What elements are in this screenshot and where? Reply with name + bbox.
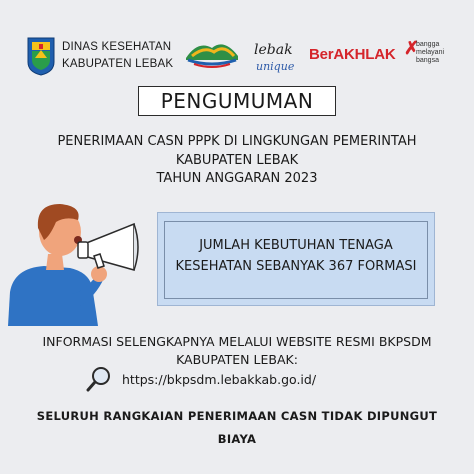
website-link[interactable]: https://bkpsdm.lebakkab.go.id/ bbox=[122, 372, 317, 387]
megaphone-person-icon bbox=[0, 196, 150, 326]
bangga-text bbox=[416, 41, 444, 65]
lebak-logo-top: lebak bbox=[254, 42, 293, 58]
footer-line1: SELURUH RANGKAIAN PENERIMAAN CASN TIDAK DIPUNGUT bbox=[36, 409, 438, 423]
subtitle-line1: PENERIMAAN CASN PPPK DI LINGKUNGAN PEMERINTAH bbox=[57, 134, 417, 149]
subtitle-line3: TAHUN ANGGARAN 2023 bbox=[156, 171, 318, 186]
bangga-mark-icon: ✗ bbox=[404, 38, 420, 58]
org-name-line1: DINAS KESEHATAN bbox=[62, 41, 172, 53]
mountain-logo-icon bbox=[184, 34, 240, 72]
bangga-line1: bangga bbox=[416, 41, 440, 48]
more-info-line1: INFORMASI SELENGKAPNYA MELALUI WEBSITE RESMI BKPSDM bbox=[42, 334, 432, 349]
more-info bbox=[0, 333, 474, 369]
org-name-line2: KABUPATEN LEBAK bbox=[62, 58, 174, 70]
subtitle-line2: KABUPATEN LEBAK bbox=[175, 152, 299, 168]
berakhlak-logo: BerAKHLAK bbox=[309, 46, 396, 63]
header bbox=[0, 30, 474, 82]
bangga-melayani-logo bbox=[404, 38, 466, 72]
bangga-line2: melayani bbox=[416, 49, 445, 56]
lebak-regency-emblem-icon bbox=[26, 36, 56, 76]
info-line1: JUMLAH KEBUTUHAN TENAGA bbox=[199, 238, 393, 253]
info-text bbox=[158, 235, 434, 277]
info-line2: KESEHATAN SEBANYAK 367 FORMASI bbox=[175, 259, 417, 274]
subtitle bbox=[0, 133, 474, 189]
lebak-logo-bottom: unique bbox=[256, 60, 295, 73]
lebak-unique-logo bbox=[252, 38, 302, 78]
footer-note bbox=[0, 405, 474, 451]
org-name bbox=[62, 39, 173, 73]
footer-line2: BIAYA bbox=[217, 432, 257, 446]
info-box bbox=[157, 212, 435, 306]
title-box bbox=[138, 86, 336, 116]
bangga-line3: bangsa bbox=[416, 57, 439, 64]
page-title: PENGUMUMAN bbox=[160, 89, 314, 113]
search-icon bbox=[86, 365, 112, 393]
more-info-line2: KABUPATEN LEBAK: bbox=[176, 352, 298, 367]
